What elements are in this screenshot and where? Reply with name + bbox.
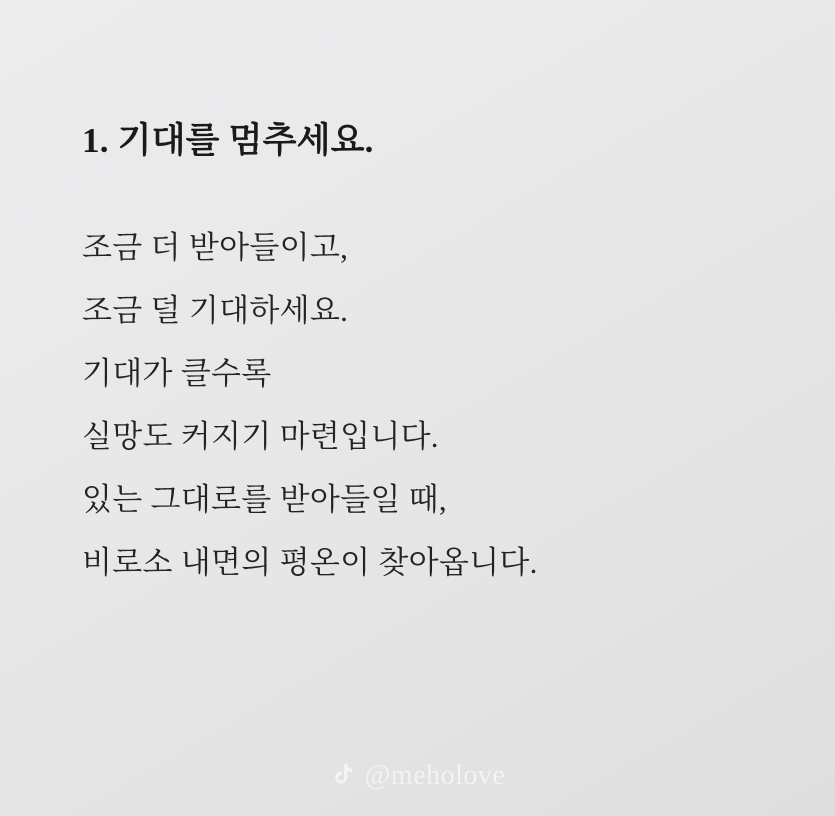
- card-content: [82, 118, 775, 578]
- body-line: 비로소 내면의 평온이 찾아옵니다.: [82, 544, 538, 580]
- watermark: [0, 760, 835, 792]
- body-line: 조금 더 받아들이고,: [82, 229, 349, 265]
- tiktok-icon: [330, 762, 356, 790]
- body-line: 조금 덜 기대하세요.: [82, 292, 349, 328]
- body-line: 실망도 커지기 마련입니다.: [82, 418, 439, 454]
- body-text: [82, 229, 775, 580]
- body-line: 기대가 클수록: [82, 355, 272, 391]
- watermark-handle: @meholove: [364, 760, 506, 791]
- page-title: 1. 기대를 멈추세요.: [82, 121, 374, 160]
- body-line: 있는 그대로를 받아들일 때,: [82, 481, 447, 517]
